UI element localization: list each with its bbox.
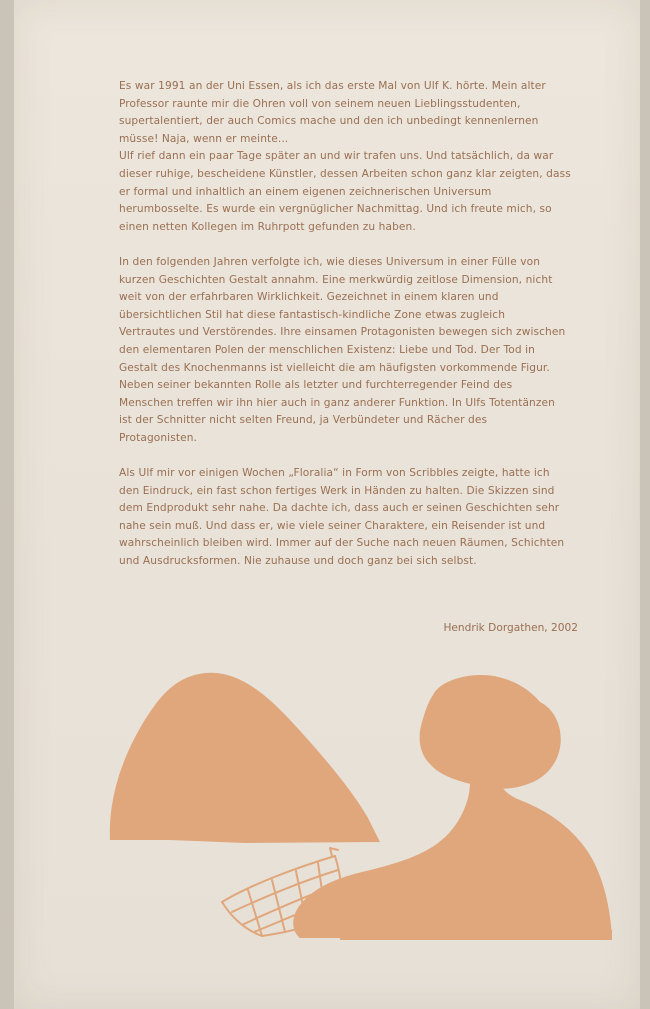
paragraph-3: Als Ulf mir vor einigen Wochen „Floralia“ in Form von Scribbles zeigte, hatte ich den Eindruck, ein fast schon fertiges Werk in Händen zu halten. Die Skizzen sind dem Endprodukt sehr nahe. Da dachte ich, dass auch er seinen Geschichten sehr nahe sein muß. Und dass er, wie viele seiner Charaktere, ein Reisender ist und wahrscheinlich bleiben wird. Immer auf der Suche nach neuen Räumen, Schichten und Ausdrucksformen. Nie zuhause und doch ganz bei sich selbst. bbox=[119, 467, 565, 568]
rock-shape bbox=[110, 673, 380, 843]
tree-crown bbox=[420, 675, 561, 789]
paragraph-1: Es war 1991 an der Uni Essen, als ich das erste Mal von Ulf K. hörte. Mein alter Professor raunte mir die Ohren voll von seinem neuen Lieblingsstudenten, supertalentiert, der auch Comics mache und den ich unbedingt kennenlernen müsse! Naja, wenn er meinte... Ulf rief dann ein paar Tage später an und wir trafen uns. Und tatsächlich, da war dieser ruhige, bescheidene Künstler, dessen Arbeiten schon ganz klar zeigten, dass er formal und inhaltlich an einem eigenen zeichnerischen Universum herumbosselte. Es wurde ein vergnüglicher Nachmittag. Und ich freute mich, so einen netten Kollegen im Ruhrpott gefunden zu haben. bbox=[119, 80, 571, 233]
author-signature: Hendrik Dorgathen, 2002 bbox=[443, 622, 578, 634]
paragraph-2: In den folgenden Jahren verfolgte ich, wie dieses Universum in einer Fülle von kurzen Geschichten Gestalt annahm. Eine merkwürdig zeitlose Dimension, nicht weit von der erfahrbaren Wirklichkeit. Gezeichnet in einem klaren und übersichtlichen Stil hat diese fantastisch-kindliche Zone etwas zugleich Vertrautes und Verstörendes. Ihre einsamen Protagonisten bewegen sich zwischen den elementaren Polen der menschlichen Existenz: Liebe und Tod. Der Tod in Gestalt des Knochenmanns ist vielleicht die am häufigsten vorkommende Figur. Neben seiner bekannten Rolle als letzter und furchterregender Feind des Menschen treffen wir ihn hier auch in ganz anderer Funktion. In Ulfs Totentänzen ist der Schnitter nicht selten Freund, ja Verbündeter und Rächer des Protagonisten. bbox=[119, 255, 566, 444]
